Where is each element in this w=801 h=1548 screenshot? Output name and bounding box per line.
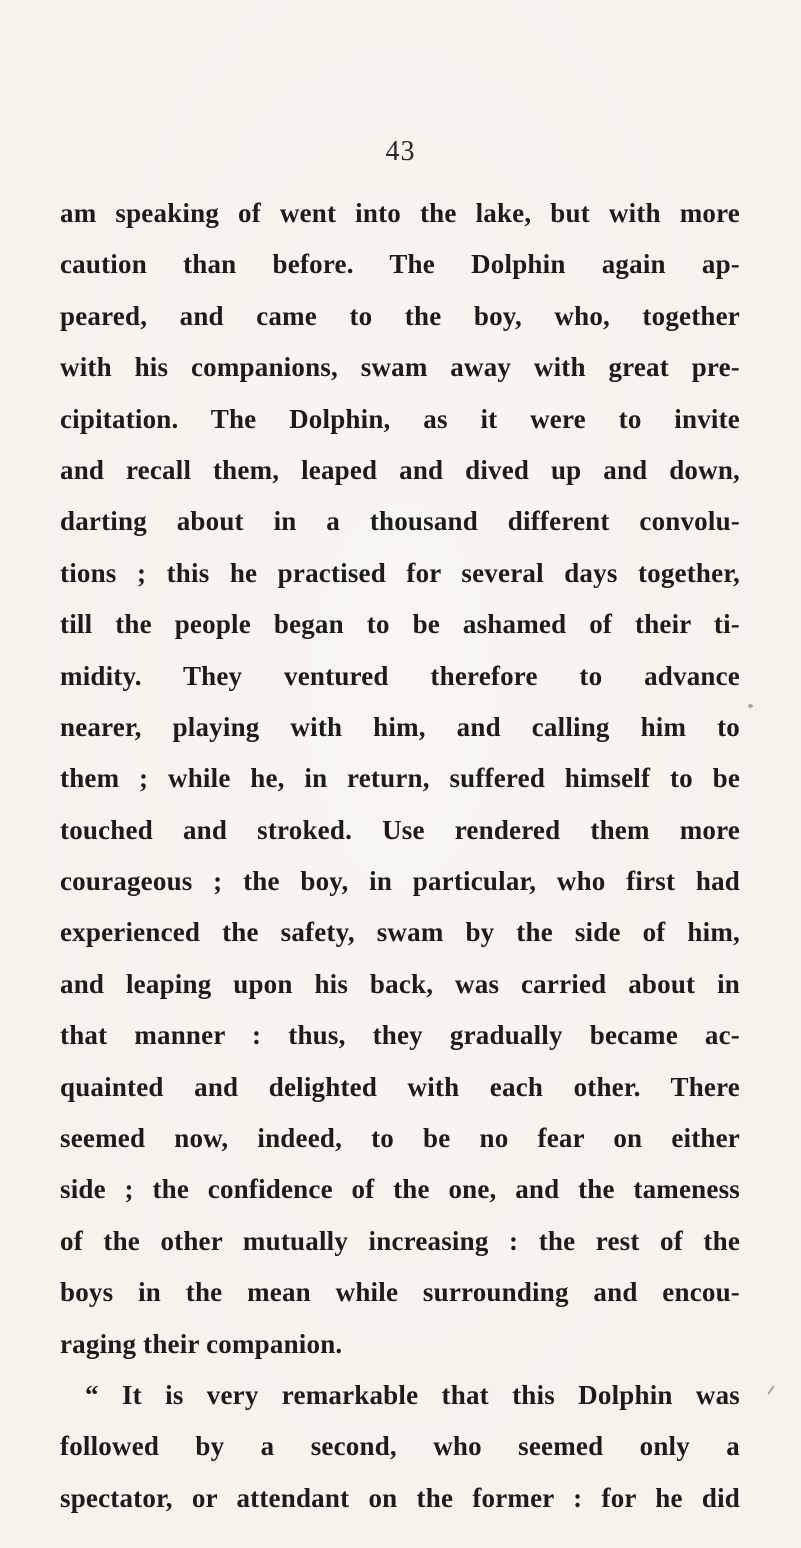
text-line: experienced the safety, swam by the side of him, <box>60 917 740 948</box>
text-line: side ; the confidence of the one, and the tameness <box>60 1174 740 1205</box>
body-text <box>60 188 740 1524</box>
paper-speck <box>748 704 753 708</box>
text-line: till the people began to be ashamed of their ti- <box>60 609 740 640</box>
text-line: followed by a second, who seemed only a <box>60 1431 740 1462</box>
text-line: “ It is very remarkable that this Dolphin was <box>85 1379 740 1410</box>
text-line: touched and stroked. Use rendered them more <box>60 814 740 845</box>
text-line: darting about in a thousand different convolu- <box>60 506 740 537</box>
text-line: and recall them, leaped and dived up and down, <box>60 454 740 485</box>
text-line: of the other mutually increasing : the rest of the <box>60 1225 740 1256</box>
text-line: cipitation. The Dolphin, as it were to invite <box>60 403 740 434</box>
text-line: midity. They ventured therefore to advance <box>60 660 740 691</box>
text-line: courageous ; the boy, in particular, who first had <box>60 866 740 897</box>
text-line: raging their companion. <box>60 1328 343 1359</box>
text-line: that manner : thus, they gradually became ac- <box>60 1020 740 1051</box>
text-line: peared, and came to the boy, who, together <box>60 300 740 331</box>
text-line: with his companions, swam away with great pre- <box>60 352 740 383</box>
text-line: boys in the mean while surrounding and encou- <box>60 1277 740 1308</box>
text-line: seemed now, indeed, to be no fear on either <box>60 1123 740 1154</box>
text-line: tions ; this he practised for several days together, <box>60 557 740 588</box>
text-line: quainted and delighted with each other. There <box>60 1071 740 1102</box>
text-line: them ; while he, in return, suffered himself to be <box>60 763 740 794</box>
paper-speck <box>767 1385 774 1394</box>
text-line: nearer, playing with him, and calling him to <box>60 711 740 742</box>
text-line: and leaping upon his back, was carried about in <box>60 968 740 999</box>
text-line: am speaking of went into the lake, but with more <box>60 198 740 228</box>
text-line: caution than before. The Dolphin again ap- <box>60 249 740 280</box>
page-number: 43 <box>385 136 416 167</box>
text-line: spectator, or attendant on the former : for he did <box>60 1482 740 1513</box>
